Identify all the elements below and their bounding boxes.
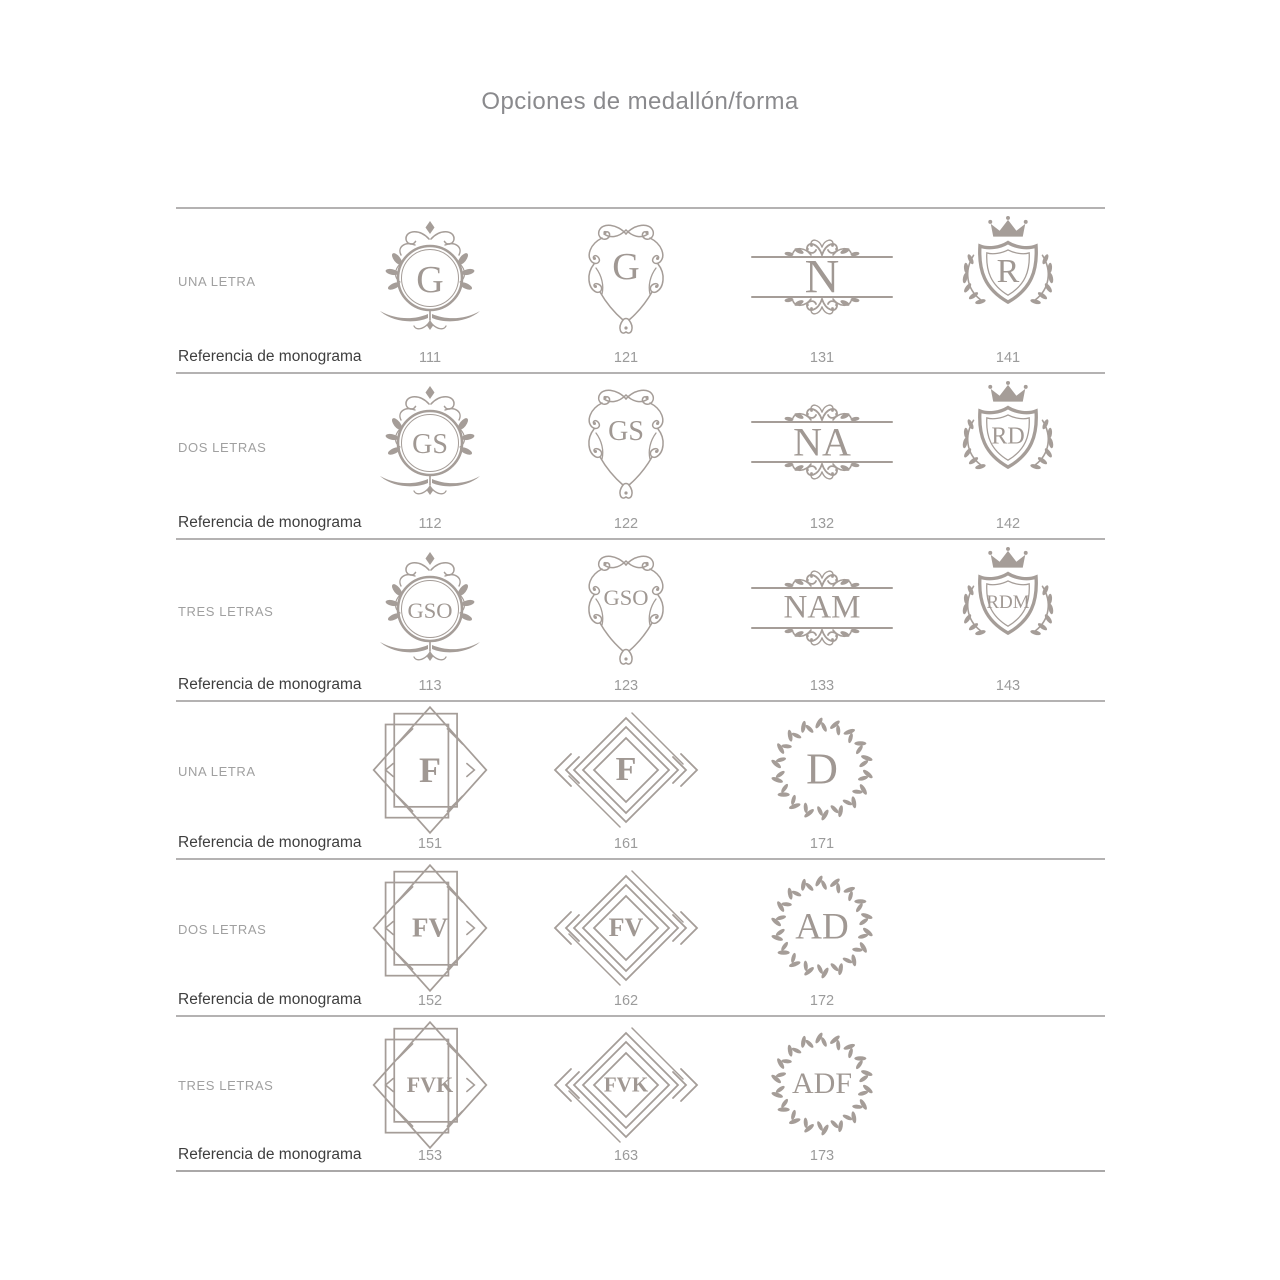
section-tres-letras-ornate <box>176 538 1105 700</box>
monogram-letters: R <box>996 252 1020 290</box>
section-dos-letras-geometric <box>176 858 1105 1015</box>
row-label: TRES LETRAS <box>178 604 274 619</box>
monogram-option <box>551 705 701 835</box>
monogram-option <box>355 863 505 993</box>
reference-number: 162 <box>613 993 639 1009</box>
monogram-options-table <box>176 207 1105 1172</box>
monogram-letters: RD <box>991 423 1025 450</box>
monogram-letters: ADF <box>791 1066 853 1100</box>
reference-row <box>176 512 1105 532</box>
monogram-option <box>355 705 505 835</box>
monogram-option <box>551 543 701 673</box>
reference-number: 111 <box>418 350 442 366</box>
monogram-letters: FV <box>608 913 644 942</box>
monogram-letters: G <box>416 258 444 301</box>
monogram-option <box>933 212 1083 342</box>
reference-number: 173 <box>809 1148 835 1164</box>
monogram-letters: D <box>806 744 838 794</box>
reference-label: Referencia de monograma <box>178 514 362 531</box>
row-label: DOS LETRAS <box>178 439 267 455</box>
reference-row <box>176 1144 1105 1164</box>
reference-number: 142 <box>995 516 1021 532</box>
monogram-letters: FVK <box>603 1072 649 1097</box>
reference-row <box>176 832 1105 852</box>
monogram-letters: F <box>419 750 441 790</box>
monogram-letters: RDM <box>986 591 1030 613</box>
row-label: UNA LETRA <box>178 274 256 290</box>
monogram-letters: AD <box>795 906 849 948</box>
monogram-option <box>551 377 701 507</box>
section-una-letra-ornate <box>176 207 1105 372</box>
monogram-letters: GSO <box>407 597 453 623</box>
reference-number: 161 <box>613 836 639 852</box>
reference-label: Referencia de monograma <box>178 991 362 1008</box>
monogram-letters: FVK <box>406 1072 454 1097</box>
reference-number: 153 <box>417 1148 443 1164</box>
reference-label: Referencia de monograma <box>178 676 362 693</box>
monogram-letters: GSO <box>603 584 649 610</box>
monogram-option <box>551 863 701 993</box>
monogram-letters: GS <box>608 415 644 447</box>
reference-number: 152 <box>417 993 443 1009</box>
row-label: TRES LETRAS <box>178 1078 274 1094</box>
reference-number: 132 <box>809 516 835 532</box>
reference-number: 112 <box>418 516 442 532</box>
row-label: UNA LETRA <box>178 764 256 780</box>
reference-label: Referencia de monograma <box>178 348 362 365</box>
reference-number: 131 <box>809 350 835 366</box>
monogram-option <box>355 1020 505 1150</box>
reference-number: 172 <box>809 993 835 1009</box>
monogram-letters: FV <box>412 912 448 943</box>
section-dos-letras-ornate <box>176 372 1105 538</box>
reference-number: 133 <box>809 678 835 694</box>
monogram-option <box>933 543 1083 673</box>
monogram-option <box>355 212 505 342</box>
monogram-letters: NA <box>793 419 851 465</box>
monogram-option <box>551 1020 701 1150</box>
reference-number: 122 <box>613 516 639 532</box>
monogram-option <box>747 863 897 993</box>
section-una-letra-geometric <box>176 700 1105 858</box>
monogram-option <box>747 377 897 507</box>
reference-number: 113 <box>418 678 442 694</box>
reference-label: Referencia de monograma <box>178 1146 362 1163</box>
monogram-option <box>355 543 505 673</box>
monogram-option <box>747 212 897 342</box>
monogram-letters: NAM <box>783 589 861 626</box>
reference-number: 141 <box>995 350 1021 366</box>
reference-number: 143 <box>995 678 1021 694</box>
monogram-option <box>747 705 897 835</box>
reference-number: 171 <box>809 836 835 852</box>
monogram-letters: G <box>612 245 640 288</box>
reference-number: 163 <box>613 1148 639 1164</box>
reference-row <box>176 674 1105 694</box>
monogram-option <box>747 1020 897 1150</box>
reference-number: 151 <box>417 836 443 852</box>
monogram-option <box>933 377 1083 507</box>
monogram-letters: GS <box>412 428 448 460</box>
page-title: Opciones de medallón/forma <box>481 88 799 115</box>
reference-number: 123 <box>613 678 639 694</box>
monogram-option <box>355 377 505 507</box>
reference-row <box>176 346 1105 366</box>
reference-row <box>176 989 1105 1009</box>
monogram-letters: N <box>804 250 840 304</box>
monogram-letters: F <box>615 751 637 788</box>
section-tres-letras-geometric <box>176 1015 1105 1172</box>
reference-number: 121 <box>613 350 639 366</box>
monogram-option <box>551 212 701 342</box>
reference-label: Referencia de monograma <box>178 834 362 851</box>
row-label: DOS LETRAS <box>178 922 267 937</box>
monogram-option <box>747 543 897 673</box>
